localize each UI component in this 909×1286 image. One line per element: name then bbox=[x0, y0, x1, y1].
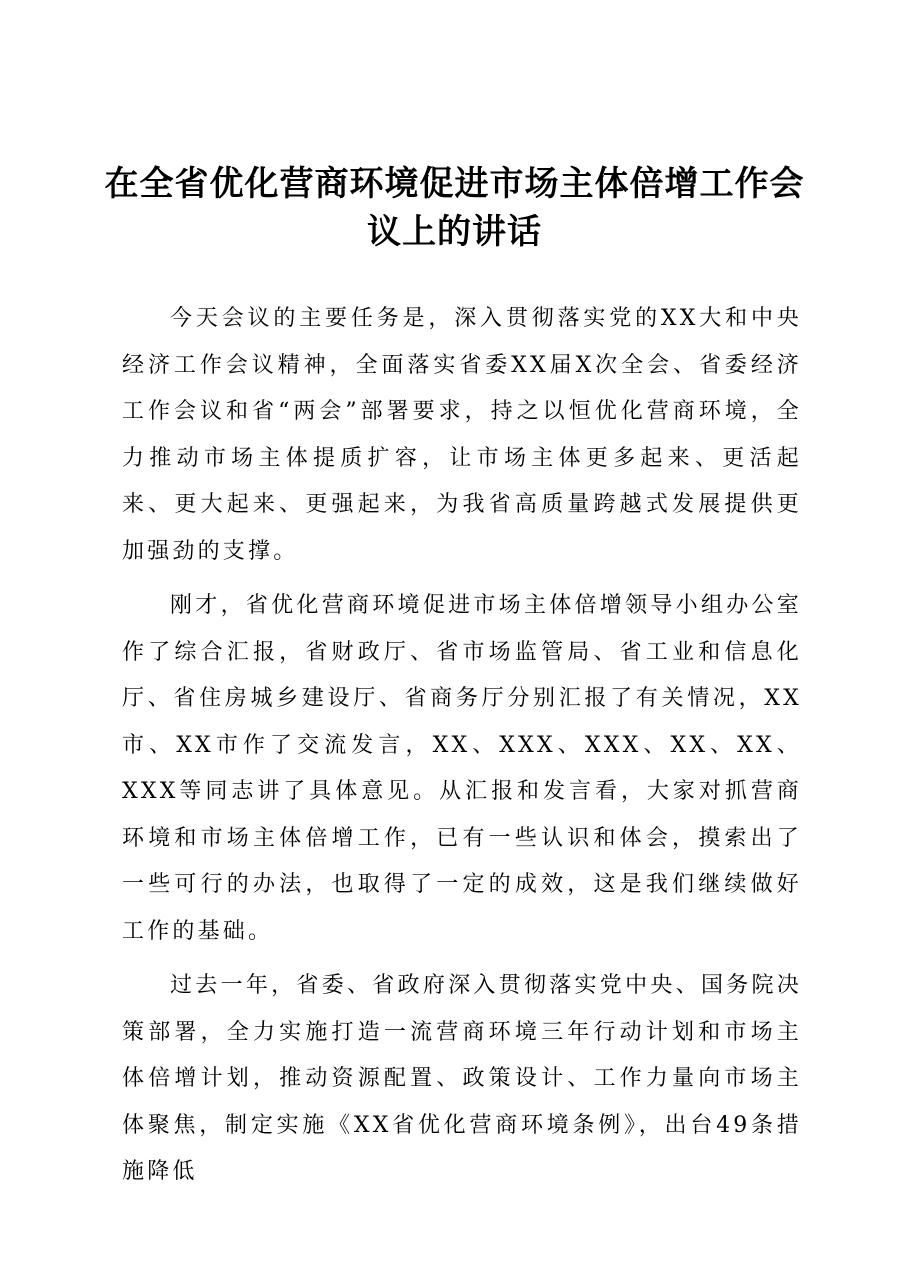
paragraph-2: 刚才，省优化营商环境促进市场主体倍增领导小组办公室作了综合汇报，省财政厅、省市场监管局、省工业和信息化厅、省住房城乡建设厅、省商务厅分别汇报了有关情况，XX市、XX市作了交流发言，XX、XXX、XXX、XX、XX、XXX等同志讲了具体意见。从汇报和发言看，大家对抓营商环境和市场主体倍增工作，已有一些认识和体会，摸索出了一些可行的办法，也取得了一定的成效，这是我们继续做好工作的基础。 bbox=[122, 593, 802, 944]
title-line-2: 议上的讲话 bbox=[367, 212, 542, 252]
document-body bbox=[122, 296, 802, 1204]
paragraph-1: 今天会议的主要任务是，深入贯彻落实党的XX大和中央经济工作会议精神，全面落实省委XX届X次全会、省委经济工作会议和省“两会”部署要求，持之以恒优化营商环境，全力推动市场主体提质扩容，让市场主体更多起来、更活起来、更大起来、更强起来，为我省高质量跨越式发展提供更加强劲的支撑。 bbox=[122, 306, 802, 564]
paragraph-3: 过去一年，省委、省政府深入贯彻落实党中央、国务院决策部署，全力实施打造一流营商环境三年行动计划和市场主体倍增计划，推动资源配置、政策设计、工作力量向市场主体聚焦，制定实施《XX省优化营商环境条例》，出台49条措施降低 bbox=[122, 973, 802, 1184]
title-line-1: 在全省优化营商环境促进市场主体倍增工作会 bbox=[104, 164, 805, 204]
document-title bbox=[100, 160, 809, 256]
